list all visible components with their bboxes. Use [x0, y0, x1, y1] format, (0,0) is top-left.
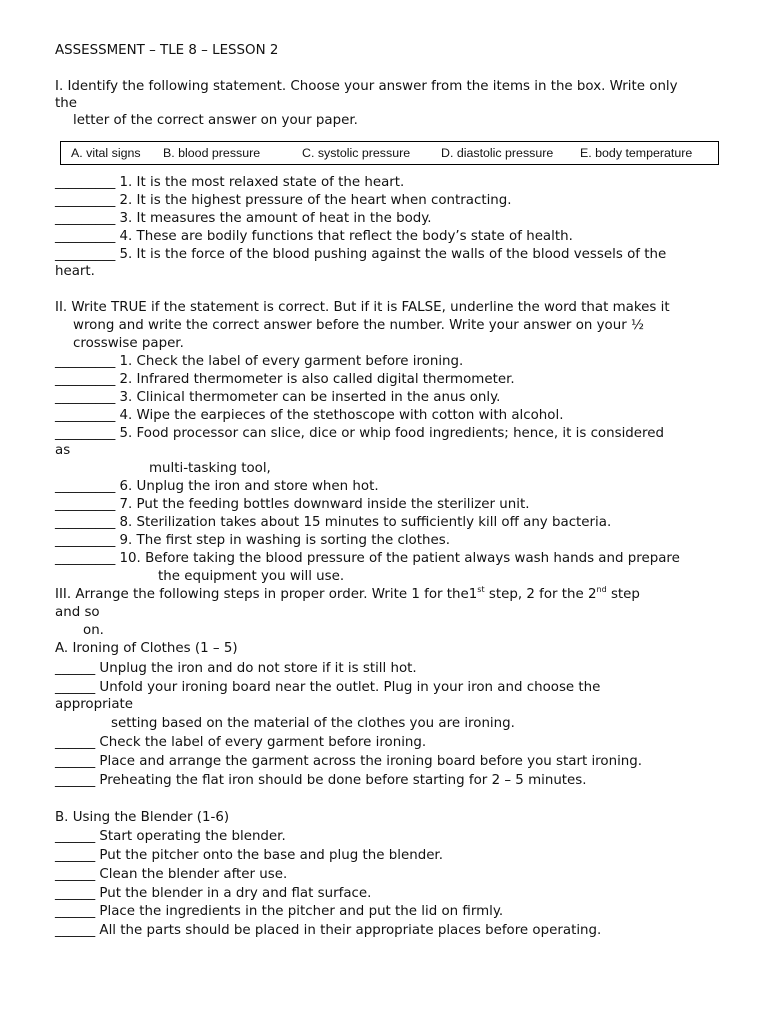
step-item: ______ Place the ingredients in the pitcher and put the lid on firmly. [55, 904, 504, 919]
question-item: _________ 10. Before taking the blood pressure of the patient always wash hands and prepare [55, 551, 680, 566]
step-item: ______ Preheating the flat iron should be done before starting for 2 – 5 minutes. [55, 773, 587, 788]
question-item: _________ 4. These are bodily functions that reflect the body’s state of health. [55, 229, 573, 244]
question-item: _________ 1. Check the label of every garment before ironing. [55, 354, 464, 369]
part3-instruction-text: step, 2 for the 2 [484, 587, 597, 602]
choice-b: B. blood pressure [163, 146, 261, 160]
choice-c: C. systolic pressure [302, 146, 411, 160]
question-item-continued: heart. [55, 264, 95, 279]
question-item: _________ 7. Put the feeding bottles downward inside the sterilizer unit. [55, 497, 530, 512]
part1-instruction: I. Identify the following statement. Choose your answer from the items in the box. Write only [55, 79, 678, 94]
step-item: ______ Unplug the iron and do not store if it is still hot. [55, 661, 417, 676]
choice-a: A. vital signs [71, 146, 141, 160]
page-title: ASSESSMENT – TLE 8 – LESSON 2 [55, 43, 279, 58]
part2-instruction: crosswise paper. [73, 336, 184, 351]
part2-instruction: II. Write TRUE if the statement is correct. But if it is FALSE, underline the word that makes it [55, 300, 670, 315]
superscript-st: st [477, 584, 485, 594]
question-item: _________ 3. Clinical thermometer can be inserted in the anus only. [55, 390, 501, 405]
part1-instruction: letter of the correct answer on your paper. [73, 113, 358, 128]
part3-instruction-text: step [606, 587, 640, 602]
part3-instruction: and so [55, 605, 100, 620]
question-item: _________ 2. It is the highest pressure of the heart when contracting. [55, 193, 512, 208]
question-item: _________ 9. The first step in washing is sorting the clothes. [55, 533, 450, 548]
question-item-continued: multi-tasking tool, [149, 461, 271, 476]
question-item: _________ 4. Wipe the earpieces of the stethoscope with cotton with alcohol. [55, 408, 564, 423]
section-a-heading: A. Ironing of Clothes (1 – 5) [55, 641, 238, 656]
question-item: _________ 5. Food processor can slice, dice or whip food ingredients; hence, it is considered [55, 426, 664, 441]
step-item: ______ Clean the blender after use. [55, 867, 288, 882]
step-item: ______ All the parts should be placed in their appropriate places before operating. [55, 923, 602, 938]
question-item: _________ 8. Sterilization takes about 15 minutes to sufficiently kill off any bacteria. [55, 515, 612, 530]
answer-choices-box [60, 141, 719, 165]
part3-instruction-text: III. Arrange the following steps in proper order. Write 1 for the1 [55, 587, 478, 602]
question-item-continued: the equipment you will use. [158, 569, 345, 584]
step-item: ______ Check the label of every garment before ironing. [55, 735, 427, 750]
step-item: ______ Place and arrange the garment across the ironing board before you start ironing. [55, 754, 643, 769]
step-item: ______ Put the blender in a dry and flat surface. [55, 886, 372, 901]
part3-instruction: on. [83, 623, 104, 638]
choice-d: D. diastolic pressure [441, 146, 554, 160]
step-item-continued: setting based on the material of the clothes you are ironing. [111, 716, 515, 731]
step-item: ______ Start operating the blender. [55, 829, 286, 844]
question-item-continued: as [55, 443, 71, 458]
choice-e: E. body temperature [580, 146, 693, 160]
question-item: _________ 2. Infrared thermometer is also called digital thermometer. [55, 372, 515, 387]
superscript-nd: nd [596, 584, 607, 594]
part1-instruction: the [55, 96, 77, 111]
question-item: _________ 6. Unplug the iron and store when hot. [55, 479, 379, 494]
question-item: _________ 5. It is the force of the blood pushing against the walls of the blood vessels of the [55, 247, 667, 262]
part2-instruction: wrong and write the correct answer before the number. Write your answer on your ½ [73, 318, 644, 333]
section-b-heading: B. Using the Blender (1-6) [55, 810, 230, 825]
question-item: _________ 3. It measures the amount of heat in the body. [55, 211, 432, 226]
part3-instruction [55, 586, 640, 604]
question-item: _________ 1. It is the most relaxed state of the heart. [55, 175, 405, 190]
step-item: ______ Unfold your ironing board near the outlet. Plug in your iron and choose the [55, 680, 601, 695]
step-item: ______ Put the pitcher onto the base and plug the blender. [55, 848, 443, 863]
step-item-continued: appropriate [55, 697, 134, 712]
